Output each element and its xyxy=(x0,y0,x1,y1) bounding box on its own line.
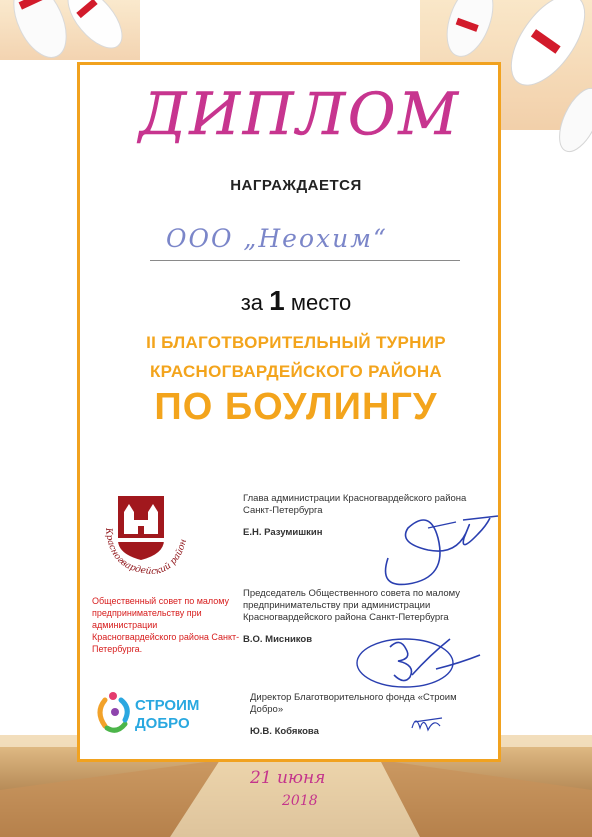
date-day-month: 21 июня xyxy=(250,768,326,788)
council-text: Общественный совет по малому предпринимательству при администрации Красногвардейского района Санкт-Петербурга. xyxy=(92,596,240,654)
signature-3 xyxy=(408,708,448,738)
signatory-1-role: Глава администрации Красногвардейского района Санкт-Петербурга xyxy=(243,493,467,516)
signature-2 xyxy=(350,625,490,695)
tournament-line-2: КРАСНОГВАРДЕЙСКОГО РАЙОНА xyxy=(150,362,442,381)
logo-line-1: СТРОИМ xyxy=(135,697,200,714)
stroim-dobro-emblem xyxy=(93,690,223,734)
signatory-3-name: Ю.В. Кобякова xyxy=(250,726,319,737)
awarded-label: НАГРАЖДАЕТСЯ xyxy=(230,177,362,194)
pins-top-left xyxy=(0,0,140,66)
emblem-shield xyxy=(118,496,164,560)
district-emblem xyxy=(92,488,192,578)
place-suffix: место xyxy=(290,290,352,315)
diploma-title xyxy=(120,70,480,160)
logo-line-2: ДОБРО xyxy=(135,715,190,732)
signature-1 xyxy=(368,498,508,593)
signatory-3-role: Директор Благотворительного фонда «Строим Добро» xyxy=(250,692,457,715)
recipient-line xyxy=(150,220,460,261)
signatory-2-role: Председатель Общественного совета по малому предпринимательству при администрации Красногвардейского района Санкт-Петербурга xyxy=(243,588,461,623)
recipient-name: ООО „Неохим“ xyxy=(166,224,388,253)
place-number: 1 xyxy=(269,285,285,316)
tournament-line-3: ПО БОУЛИНГУ xyxy=(154,386,438,428)
emblem-caption: Красногвардейский район xyxy=(103,527,190,578)
tournament-line-1: II БЛАГОТВОРИТЕЛЬНЫЙ ТУРНИР xyxy=(146,333,446,352)
signatory-1-name: Е.Н. Разумишкин xyxy=(243,527,323,538)
place-award xyxy=(0,285,592,317)
date-year: 2018 xyxy=(282,793,318,809)
signatory-2-name: В.О. Мисников xyxy=(243,634,313,645)
diploma-title-text: ДИПЛОМ xyxy=(139,80,461,148)
place-prefix: за xyxy=(240,290,264,315)
stroim-dobro-logo xyxy=(93,690,223,734)
